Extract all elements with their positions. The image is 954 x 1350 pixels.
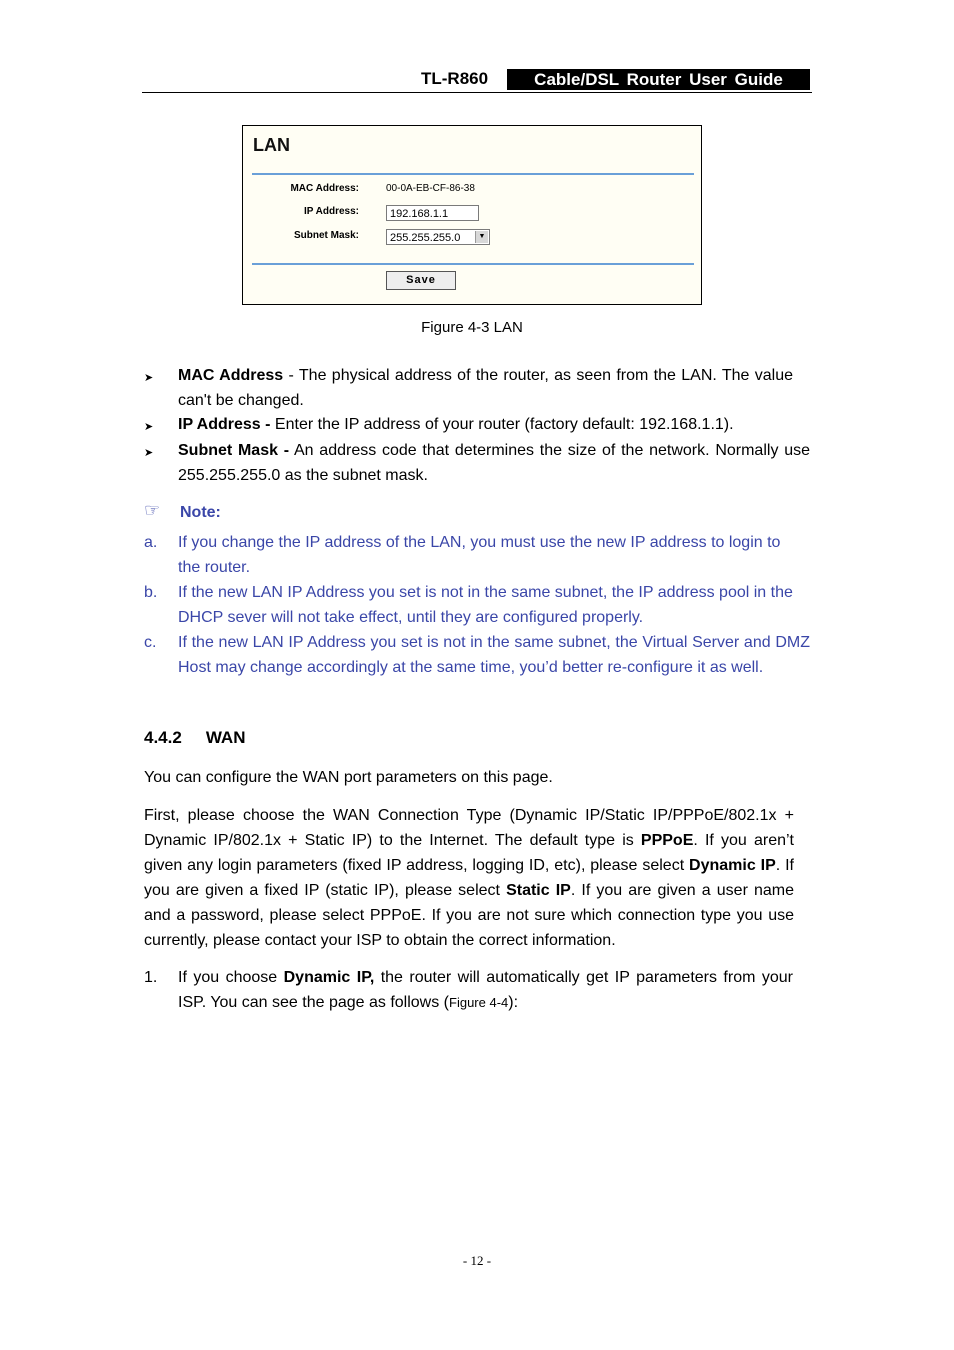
document-model: TL-R860 — [421, 69, 489, 88]
note-marker: b. — [144, 584, 158, 601]
top-divider — [252, 173, 694, 175]
save-button[interactable]: Save — [386, 271, 456, 290]
bullet-mac-address — [178, 363, 793, 413]
bullet-text: Enter the IP address of your router (factory default: 192.168.1.1). — [270, 416, 734, 433]
text-run: . If you are given a fixed IP (static IP), please select — [144, 857, 795, 899]
mac-address-label: MAC Address: — [290, 183, 359, 194]
note-heading: Note: — [180, 504, 221, 521]
bullet-arrow-icon: ➤ — [144, 372, 154, 384]
mac-address-value: 00-0A-EB-CF-86-38 — [386, 183, 475, 194]
text-run-bold: Dynamic IP — [689, 857, 776, 874]
text-run-bold: PPPoE — [640, 832, 694, 849]
bullet-arrow-icon: ➤ — [144, 447, 154, 459]
note-marker: a. — [144, 534, 158, 551]
text-run: If you choose — [178, 969, 284, 986]
lan-settings-screenshot — [242, 125, 702, 305]
guide-title: Cable/DSL Router User Guide — [507, 69, 810, 90]
text-run: . If you aren’t given any login parameters (fixed IP address, logging ID, etc), please select — [144, 832, 794, 874]
bullet-term: MAC Address — [178, 367, 284, 384]
lan-panel-title: LAN — [253, 135, 290, 155]
figure-reference: Figure 4-4 — [449, 995, 509, 1010]
text-run-bold: Static IP — [506, 882, 571, 899]
section-number: 4.4.2 — [144, 728, 182, 747]
figure-caption: Figure 4-3 LAN — [421, 319, 523, 336]
bullet-text: An address code that determines the size of the network. Normally use 255.255.255.0 as the subnet mask. — [178, 442, 810, 484]
ip-address-input[interactable]: 192.168.1.1 — [386, 205, 479, 221]
text-run: . If you are given a user name and a password, please select PPPoE. If you are not sure which connection type you use currently, please contact your ISP to obtain the correct information. — [144, 882, 794, 949]
section-title: WAN — [205, 728, 246, 747]
pointing-hand-icon: ☞ — [144, 500, 161, 520]
bullet-subnet-mask — [178, 438, 810, 488]
subnet-mask-label: Subnet Mask: — [293, 230, 359, 241]
bullet-arrow-icon: ➤ — [144, 421, 154, 433]
bullet-text: - The physical address of the router, as seen from the LAN. The value can't be changed. — [178, 367, 794, 409]
text-run: the router will automatically get IP parameters from your ISP. You can see the page as follows ( — [178, 969, 794, 1011]
chevron-down-icon[interactable]: ▼ — [475, 231, 488, 243]
note-marker: c. — [144, 634, 157, 651]
bottom-divider — [252, 263, 694, 265]
text-run-bold: Dynamic IP, — [283, 969, 375, 986]
connection-type-paragraph — [144, 803, 794, 953]
subnet-mask-value: 255.255.255.0 — [390, 232, 461, 244]
bullet-term: IP Address - — [178, 416, 271, 433]
text-run: ): — [508, 994, 519, 1011]
intro-paragraph: You can configure the WAN port parameters on this page. — [144, 769, 553, 786]
note-item: If you change the IP address of the LAN, you must use the new IP address to login to the router. — [178, 534, 781, 576]
step-dynamic-ip — [178, 965, 793, 1015]
bullet-term: Subnet Mask - — [178, 442, 290, 459]
note-item: If the new LAN IP Address you set is not in the same subnet, the Virtual Server and DMZ Host may change accordingly at the same time, you’d better re-configure it as well. — [178, 634, 810, 676]
subnet-mask-select[interactable] — [386, 229, 490, 245]
step-marker: 1. — [144, 969, 158, 986]
note-item: If the new LAN IP Address you set is not in the same subnet, the IP address pool in the DHCP sever will not take effect, until they are configured properly. — [178, 584, 793, 626]
page-number: - 12 - — [462, 1253, 492, 1268]
header-rule — [142, 92, 812, 93]
text-run: First, please choose the WAN Connection Type (Dynamic IP/Static IP/PPPoE/802.1x + Dynamic IP/802.1x + Static IP) to the Internet. The default type is — [144, 807, 794, 849]
bullet-ip-address — [178, 412, 808, 437]
section-heading — [144, 728, 245, 748]
ip-address-label: IP Address: — [303, 206, 359, 217]
